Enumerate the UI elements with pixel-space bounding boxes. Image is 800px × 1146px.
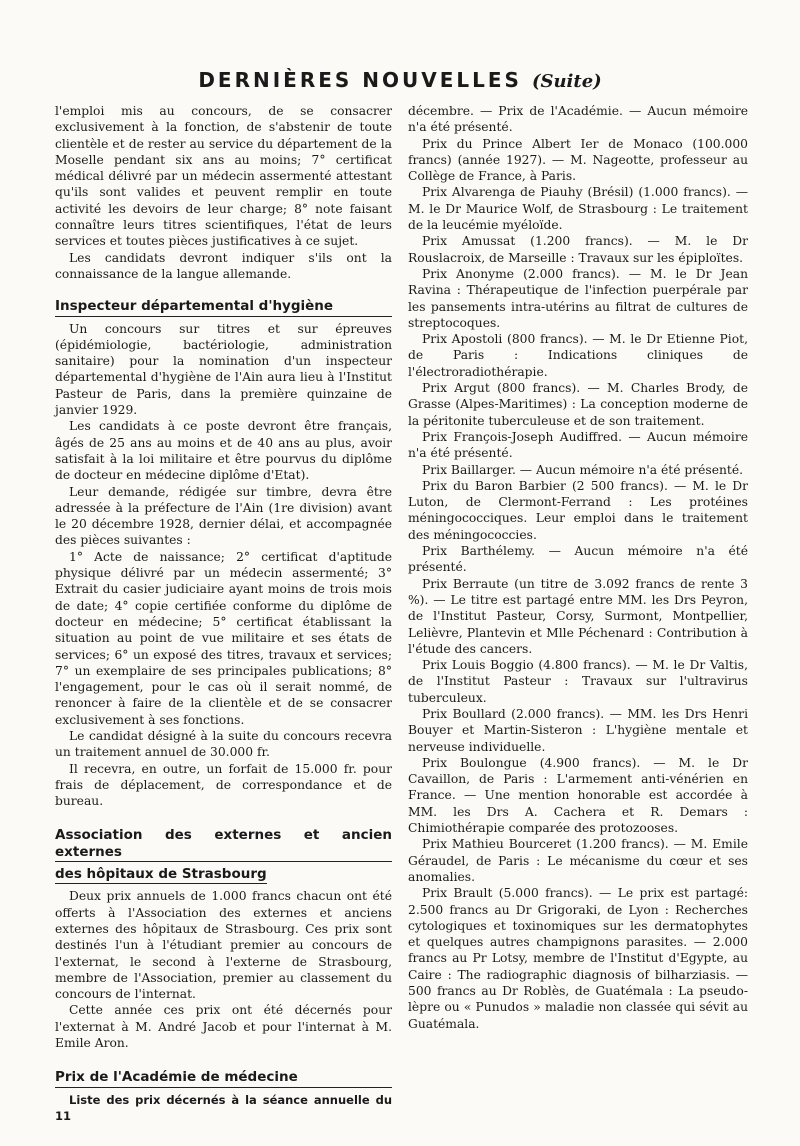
association-paragraph-2: Cette année ces prix ont été décernés pour l'externat à M. André Jacob et pour l'internat à M. Emile Aron. xyxy=(55,1003,392,1051)
academie-lead: Liste des prix décernés à la séance annuelle du 11 xyxy=(55,1092,392,1123)
prize-entry: Prix Mathieu Bourceret (1.200 francs). — M. Emile Géraudel, de Paris : Le mécanisme du cœur et ses anomalies. xyxy=(408,837,748,884)
prize-entry: Prix Amussat (1.200 francs). — M. le Dr Rouslacroix, de Marseille : Travaux sur les épiploïtes. xyxy=(408,234,748,265)
prize-entry: Prix Barthélemy. — Aucun mémoire n'a été présenté. xyxy=(408,544,748,575)
prize-entry: Prix Alvarenga de Piauhy (Brésil) (1.000 francs). — M. le Dr Maurice Wolf, de Strasbourg : Le traitement de la leucémie myéloïde. xyxy=(408,185,748,233)
section-subtitle-association: des hôpitaux de Strasbourg xyxy=(55,866,267,884)
prize-entry: Prix François-Joseph Audiffred. — Aucun mémoire n'a été présenté. xyxy=(408,429,748,461)
prize-entry: Prix Louis Boggio (4.800 francs). — M. le Dr Valtis, de l'Institut Pasteur : Travaux sur l'ultravirus tuberculeux. xyxy=(408,658,748,705)
inspecteur-paragraph-6: Il recevra, en outre, un forfait de 15.000 fr. pour frais de déplacement, de correspondance et de bureau. xyxy=(55,761,392,809)
section-title-association: Association des externes et ancien externes xyxy=(55,827,392,862)
prize-entry: Prix du Baron Barbier (2 500 francs). — M. le Dr Luton, de Clermont-Ferrand : Les protéines méningococciques. Leur emploi dans le traitement des méningococcies. xyxy=(408,478,748,542)
header-suite: (Suite) xyxy=(531,71,602,92)
right-column xyxy=(408,103,748,1032)
prize-entry: Prix Berraute (un titre de 3.092 francs de rente 3 %). — Le titre est partagé entre MM. les Drs Peyron, de l'Institut Pasteur, Corsy, Surmont, Montpellier, Lelièvre, Plantevin et Mlle Péchenard : Contribution à l'étude des cancers. xyxy=(408,576,748,656)
prize-entry: Prix Anonyme (2.000 francs). — M. le Dr Jean Ravina : Thérapeutique de l'infection puerpérale par les pansements intra-utérins au filtrat de cultures de streptocoques. xyxy=(408,266,748,330)
intro-paragraph: l'emploi mis au concours, de se consacrer exclusivement à la fonction, de s'abstenir de toute clientèle et de rester au service du département de la Moselle pendant six ans au moins; 7° certificat médical délivré par un médecin assermenté attestant qu'ils sont valides et peuvent remplir en toute activité les devoirs de leur charge; 8° note faisant connaître leurs titres scientifiques, l'état de leurs services et toutes pièces justificatives à ce sujet. xyxy=(55,104,392,249)
inspecteur-paragraph-5: Le candidat désigné à la suite du concours recevra un traitement annuel de 30.000 fr. xyxy=(55,728,392,760)
association-paragraph-1: Deux prix annuels de 1.000 francs chacun ont été offerts à l'Association des externes et anciens externes des hôpitaux de Strasbourg. Ces prix sont destinés l'un à l'étudiant premier au concours de l'externat, le second à l'externe de Strasbourg, membre de l'Association, premier au classement du concours de l'internat. xyxy=(55,889,392,1002)
inspecteur-paragraph-4: 1° Acte de naissance; 2° certificat d'aptitude physique délivré par un médecin assermenté; 3° Extrait du casier judiciaire ayant moins de trois mois de date; 4° copie certifiée conforme du diplôme de docteur en médecine; 5° certificat établissant la situation au point de vue militaire et ses états de services; 6° un exposé des titres, travaux et services; 7° un exemplaire de ses principales publications; 8° l'engagement, pour le cas où il serait nommé, de renoncer à faire de la clientèle et de se consacrer exclusivement à ses fonctions. xyxy=(55,549,392,727)
prize-entry: Prix Baillarger. — Aucun mémoire n'a été présenté. xyxy=(422,462,744,477)
prize-entry: Prix du Prince Albert Ier de Monaco (100.000 francs) (année 1927). — M. Nageotte, professeur au Collège de France, à Paris. xyxy=(408,136,748,184)
prize-entry: Prix Boullard (2.000 francs). — MM. les Drs Henri Bouyer et Martin-Sisteron : L'hygiène mentale et nerveuse individuelle. xyxy=(408,706,748,754)
prize-entry: Prix Apostoli (800 francs). — M. le Dr Etienne Piot, de Paris : Indications cliniques de l'électroradiothérapie. xyxy=(408,332,748,379)
language-paragraph: Les candidats devront indiquer s'ils ont la connaissance de la langue allemande. xyxy=(55,250,392,281)
section-title-academie: Prix de l'Académie de médecine xyxy=(55,1069,392,1087)
header-title: DERNIÈRES NOUVELLES xyxy=(198,68,522,92)
prize-entry: Prix Boulongue (4.900 francs). — M. le Dr Cavaillon, de Paris : L'armement anti-vénérien en France. — Une mention honorable est accordée à MM. les Drs A. Cachera et R. Demars : Chimiothérapie comparée des protozooses. xyxy=(408,755,748,836)
prize-entry: Prix Argut (800 francs). — M. Charles Brody, de Grasse (Alpes-Maritimes) : La conception moderne de la péritonite tuberculeuse et de son traitement. xyxy=(408,381,748,428)
inspecteur-paragraph-2: Les candidats à ce poste devront être français, âgés de 25 ans au moins et de 40 ans au plus, avoir satisfait à la loi militaire et être pourvus du diplôme de docteur en médecine diplôme d'Etat). xyxy=(55,419,392,483)
page-header xyxy=(0,68,800,92)
left-column xyxy=(55,103,392,1124)
inspecteur-paragraph-3: Leur demande, rédigée sur timbre, devra être adressée à la préfecture de l'Ain (1re division) avant le 20 décembre 1928, dernier délai, et accompagnée des pièces suivantes : xyxy=(55,484,392,548)
prize-entry: Prix Brault (5.000 francs). — Le prix est partagé: 2.500 francs au Dr Grigoraki, de Lyon : Recherches cytologiques et toxinomiques sur les dermatophytes et quelques autres champignons parasites. — 2.000 francs au Pr Lotsy, membre de l'Institut d'Egypte, au Caire : The radiographic diagnosis of bilharziasis. — 500 francs au Dr Roblès, de Guatémala : La pseudo-lèpre ou « Punudos » maladie non classée qui sévit au Guatémala. xyxy=(408,886,748,1031)
inspecteur-paragraph-1: Un concours sur titres et sur épreuves (épidémiologie, bactériologie, administration sanitaire) pour la nomination d'un inspecteur départemental d'hygiène de l'Ain aura lieu à l'Institut Pasteur de Paris, dans la première quinzaine de janvier 1929. xyxy=(55,321,392,418)
prize-entry: décembre. — Prix de l'Académie. — Aucun mémoire n'a été présenté. xyxy=(408,104,748,135)
section-title-inspecteur: Inspecteur départemental d'hygiène xyxy=(55,298,392,316)
